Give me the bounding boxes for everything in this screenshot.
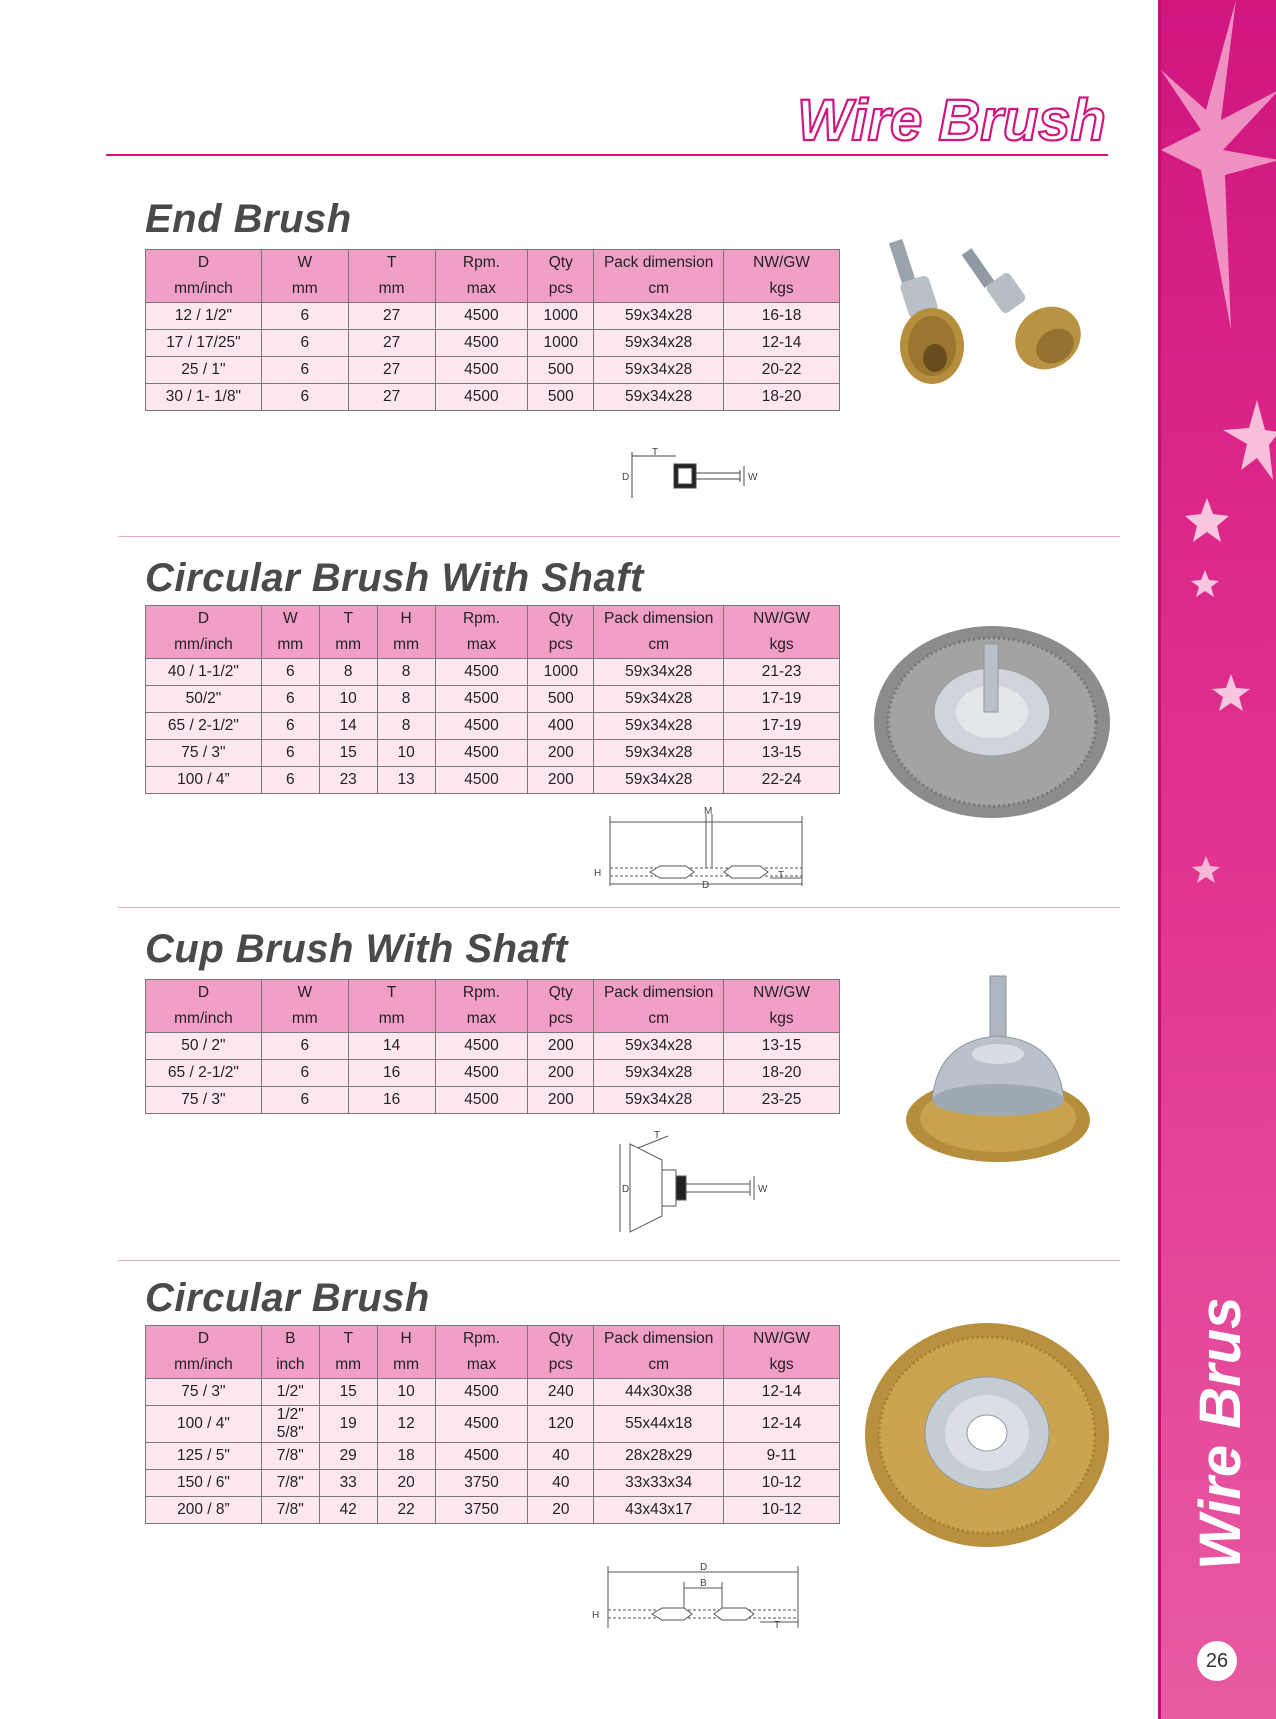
- table-row: [146, 1379, 840, 1406]
- table-cell: 59x34x28: [594, 1033, 724, 1060]
- circular-brush-photo: [862, 1320, 1112, 1550]
- table-row: [146, 1443, 840, 1470]
- table-row: [146, 767, 840, 794]
- side-title-text: Wire Brush: [1188, 1300, 1253, 1570]
- table-row: [146, 1060, 840, 1087]
- table-cell: 13-15: [724, 740, 840, 767]
- col-header: W: [261, 606, 319, 633]
- col-header: T: [319, 1326, 377, 1353]
- table-unit-row: [146, 1352, 840, 1379]
- table-cell: 200 / 8”: [146, 1497, 262, 1524]
- table-cell: 6: [261, 1060, 348, 1087]
- table-cell: 4500: [435, 1443, 528, 1470]
- table-cell: 6: [261, 713, 319, 740]
- circular-brush-dimension-diagram: [590, 1560, 805, 1630]
- table-cell: 125 / 5": [146, 1443, 262, 1470]
- table-cell: 3750: [435, 1497, 528, 1524]
- table-cell: 15: [319, 1379, 377, 1406]
- table-cell: 1000: [528, 330, 594, 357]
- col-header: D: [146, 250, 262, 277]
- table-cell: 12-14: [724, 330, 840, 357]
- diagram-label: W: [748, 472, 758, 483]
- table-cell: 13: [377, 767, 435, 794]
- table-cell: 29: [319, 1443, 377, 1470]
- col-unit: max: [435, 632, 528, 659]
- col-header: D: [146, 1326, 262, 1353]
- table-cell: 27: [348, 357, 435, 384]
- table-cell: 19: [319, 1406, 377, 1443]
- table-cell: 100 / 4”: [146, 767, 262, 794]
- table-cell: 200: [528, 1087, 594, 1114]
- col-unit: cm: [594, 632, 724, 659]
- col-header: W: [261, 250, 348, 277]
- section-title-circular-brush-with-shaft: Circular Brush With Shaft: [145, 556, 644, 600]
- table-cell: 6: [261, 686, 319, 713]
- table-cell: 18-20: [724, 1060, 840, 1087]
- diagram-label: T: [778, 870, 785, 881]
- table-cell: 6: [261, 330, 348, 357]
- diagram-label: H: [594, 868, 602, 879]
- col-unit: max: [435, 276, 528, 303]
- end-brush-spec-table: [145, 249, 840, 411]
- col-unit: mm: [377, 1352, 435, 1379]
- col-unit: kgs: [724, 632, 840, 659]
- table-cell: 33: [319, 1470, 377, 1497]
- table-cell: 10: [377, 740, 435, 767]
- table-unit-row: [146, 632, 840, 659]
- col-unit: mm: [348, 276, 435, 303]
- table-row: [146, 330, 840, 357]
- col-header: D: [146, 980, 262, 1007]
- table-cell: 6: [261, 303, 348, 330]
- table-cell: 18-20: [724, 384, 840, 411]
- table-cell: 40: [528, 1470, 594, 1497]
- diagram-label: D: [700, 1562, 708, 1573]
- col-unit: cm: [594, 1352, 724, 1379]
- section-title-end-brush: End Brush: [145, 197, 352, 241]
- col-header: NW/GW: [724, 1326, 840, 1353]
- table-cell: 65 / 2-1/2": [146, 713, 262, 740]
- table-cell: 7/8": [261, 1497, 319, 1524]
- table-row: [146, 384, 840, 411]
- table-cell: 7/8": [261, 1443, 319, 1470]
- col-header: NW/GW: [724, 250, 840, 277]
- col-unit: kgs: [724, 1006, 840, 1033]
- table-cell: 20-22: [724, 357, 840, 384]
- table-cell: 43x43x17: [594, 1497, 724, 1524]
- col-unit: cm: [594, 1006, 724, 1033]
- table-header-row: [146, 606, 840, 633]
- cup-brush-shaft-dimension-diagram: [608, 1126, 778, 1236]
- table-cell: 4500: [435, 384, 528, 411]
- end-brush-photo: [880, 228, 1130, 413]
- col-header: H: [377, 606, 435, 633]
- table-cell: 10: [319, 686, 377, 713]
- table-cell: 75 / 3": [146, 1087, 262, 1114]
- title-rule: [106, 154, 1108, 156]
- col-unit: pcs: [528, 276, 594, 303]
- side-title-graphic: [1160, 1300, 1272, 1590]
- circular-brush-shaft-spec-table: [145, 605, 840, 794]
- table-cell: 240: [528, 1379, 594, 1406]
- col-unit: pcs: [528, 1006, 594, 1033]
- table-row: [146, 1497, 840, 1524]
- table-cell: 17-19: [724, 713, 840, 740]
- table-cell: 100 / 4": [146, 1406, 262, 1443]
- table-cell: 16-18: [724, 303, 840, 330]
- col-header: B: [261, 1326, 319, 1353]
- table-cell: 59x34x28: [594, 713, 724, 740]
- table-row: [146, 357, 840, 384]
- table-row: [146, 303, 840, 330]
- table-cell: 8: [377, 713, 435, 740]
- side-title: [1160, 1300, 1272, 1590]
- table-cell: 150 / 6": [146, 1470, 262, 1497]
- diagram-label: T: [654, 1130, 661, 1141]
- table-cell: 8: [377, 686, 435, 713]
- table-cell: 1/2" 5/8": [261, 1406, 319, 1443]
- table-cell: 4500: [435, 1406, 528, 1443]
- table-cell: 23: [319, 767, 377, 794]
- table-cell: 17 / 17/25": [146, 330, 262, 357]
- col-header: T: [319, 606, 377, 633]
- col-header: D: [146, 606, 262, 633]
- table-header-row: [146, 1326, 840, 1353]
- table-cell: 75 / 3": [146, 1379, 262, 1406]
- col-unit: max: [435, 1006, 528, 1033]
- table-cell: 12 / 1/2": [146, 303, 262, 330]
- table-cell: 6: [261, 767, 319, 794]
- table-cell: 500: [528, 686, 594, 713]
- col-unit: mm: [261, 276, 348, 303]
- table-header-row: [146, 980, 840, 1007]
- table-cell: 8: [319, 659, 377, 686]
- col-header: Pack dimension: [594, 250, 724, 277]
- col-unit: mm: [377, 632, 435, 659]
- col-unit: mm/inch: [146, 632, 262, 659]
- table-cell: 1000: [528, 659, 594, 686]
- col-header: Rpm.: [435, 980, 528, 1007]
- col-header: Qty: [528, 250, 594, 277]
- page-title: [760, 78, 1110, 158]
- end-brush-dimension-diagram: [620, 446, 770, 504]
- page-title-text: Wire Brush: [797, 88, 1106, 153]
- col-unit: kgs: [724, 1352, 840, 1379]
- table-cell: 27: [348, 330, 435, 357]
- col-unit: max: [435, 1352, 528, 1379]
- table-cell: 4500: [435, 303, 528, 330]
- table-cell: 4500: [435, 1060, 528, 1087]
- col-unit: mm/inch: [146, 1006, 262, 1033]
- table-unit-row: [146, 1006, 840, 1033]
- section-divider: [118, 536, 1120, 537]
- page-number: 26: [1197, 1641, 1237, 1681]
- table-cell: 6: [261, 384, 348, 411]
- col-header: Pack dimension: [594, 606, 724, 633]
- section-title-cup-brush-with-shaft: Cup Brush With Shaft: [145, 927, 568, 971]
- col-header: Qty: [528, 1326, 594, 1353]
- col-header: NW/GW: [724, 606, 840, 633]
- table-cell: 65 / 2-1/2": [146, 1060, 262, 1087]
- col-unit: mm/inch: [146, 1352, 262, 1379]
- table-cell: 6: [261, 357, 348, 384]
- table-cell: 4500: [435, 740, 528, 767]
- table-cell: 12: [377, 1406, 435, 1443]
- table-cell: 200: [528, 1060, 594, 1087]
- table-cell: 10-12: [724, 1470, 840, 1497]
- table-row: [146, 1087, 840, 1114]
- table-cell: 27: [348, 384, 435, 411]
- table-unit-row: [146, 276, 840, 303]
- col-header: W: [261, 980, 348, 1007]
- col-header: H: [377, 1326, 435, 1353]
- col-unit: pcs: [528, 632, 594, 659]
- col-unit: mm: [348, 1006, 435, 1033]
- table-cell: 500: [528, 357, 594, 384]
- table-cell: 4500: [435, 357, 528, 384]
- col-header: Rpm.: [435, 1326, 528, 1353]
- diagram-label: W: [758, 1184, 768, 1195]
- table-cell: 16: [348, 1087, 435, 1114]
- col-unit: mm/inch: [146, 276, 262, 303]
- table-cell: 6: [261, 659, 319, 686]
- table-cell: 59x34x28: [594, 740, 724, 767]
- table-cell: 14: [319, 713, 377, 740]
- table-cell: 22-24: [724, 767, 840, 794]
- table-row: [146, 1406, 840, 1443]
- table-cell: 1000: [528, 303, 594, 330]
- table-cell: 44x30x38: [594, 1379, 724, 1406]
- table-cell: 12-14: [724, 1379, 840, 1406]
- table-cell: 33x33x34: [594, 1470, 724, 1497]
- table-cell: 200: [528, 767, 594, 794]
- table-cell: 4500: [435, 1379, 528, 1406]
- table-cell: 25 / 1": [146, 357, 262, 384]
- page-title-graphic: [760, 78, 1110, 158]
- table-cell: 59x34x28: [594, 303, 724, 330]
- table-cell: 15: [319, 740, 377, 767]
- table-cell: 7/8": [261, 1470, 319, 1497]
- table-cell: 3750: [435, 1470, 528, 1497]
- col-header: Pack dimension: [594, 980, 724, 1007]
- col-header: NW/GW: [724, 980, 840, 1007]
- cup-brush-shaft-spec-table: [145, 979, 840, 1114]
- table-cell: 12-14: [724, 1406, 840, 1443]
- table-cell: 17-19: [724, 686, 840, 713]
- col-header: Pack dimension: [594, 1326, 724, 1353]
- table-cell: 21-23: [724, 659, 840, 686]
- table-row: [146, 659, 840, 686]
- section-divider: [118, 907, 1120, 908]
- table-cell: 55x44x18: [594, 1406, 724, 1443]
- table-cell: 4500: [435, 1087, 528, 1114]
- table-cell: 10-12: [724, 1497, 840, 1524]
- table-cell: 40: [528, 1443, 594, 1470]
- table-cell: 20: [528, 1497, 594, 1524]
- table-cell: 4500: [435, 686, 528, 713]
- table-cell: 28x28x29: [594, 1443, 724, 1470]
- circular-brush-spec-table: [145, 1325, 840, 1524]
- table-cell: 50/2": [146, 686, 262, 713]
- section-title-circular-brush: Circular Brush: [145, 1276, 430, 1320]
- table-cell: 16: [348, 1060, 435, 1087]
- table-row: [146, 713, 840, 740]
- table-cell: 20: [377, 1470, 435, 1497]
- diagram-label: D: [622, 1184, 630, 1195]
- table-header-row: [146, 250, 840, 277]
- table-cell: 200: [528, 1033, 594, 1060]
- table-cell: 4500: [435, 767, 528, 794]
- col-unit: mm: [261, 632, 319, 659]
- circular-brush-with-shaft-photo: [870, 622, 1115, 822]
- table-cell: 4500: [435, 713, 528, 740]
- table-row: [146, 1033, 840, 1060]
- table-cell: 200: [528, 740, 594, 767]
- col-unit: kgs: [724, 276, 840, 303]
- table-cell: 59x34x28: [594, 330, 724, 357]
- table-cell: 120: [528, 1406, 594, 1443]
- col-header: Rpm.: [435, 606, 528, 633]
- col-header: T: [348, 250, 435, 277]
- table-row: [146, 1470, 840, 1497]
- diagram-label: D: [702, 880, 710, 890]
- table-cell: 1/2": [261, 1379, 319, 1406]
- col-unit: inch: [261, 1352, 319, 1379]
- table-cell: 42: [319, 1497, 377, 1524]
- table-cell: 4500: [435, 330, 528, 357]
- table-cell: 50 / 2": [146, 1033, 262, 1060]
- table-cell: 10: [377, 1379, 435, 1406]
- diagram-label: T: [652, 447, 659, 458]
- diagram-label: H: [592, 1610, 600, 1621]
- table-cell: 59x34x28: [594, 384, 724, 411]
- table-cell: 9-11: [724, 1443, 840, 1470]
- diagram-label: B: [700, 1578, 707, 1589]
- table-cell: 30 / 1- 1/8": [146, 384, 262, 411]
- table-cell: 59x34x28: [594, 686, 724, 713]
- col-header: Rpm.: [435, 250, 528, 277]
- section-divider: [118, 1260, 1120, 1261]
- col-unit: mm: [319, 632, 377, 659]
- table-cell: 59x34x28: [594, 767, 724, 794]
- diagram-label: T: [774, 1620, 781, 1630]
- table-cell: 6: [261, 1033, 348, 1060]
- table-cell: 400: [528, 713, 594, 740]
- table-cell: 18: [377, 1443, 435, 1470]
- col-unit: pcs: [528, 1352, 594, 1379]
- col-unit: cm: [594, 276, 724, 303]
- table-cell: 14: [348, 1033, 435, 1060]
- cup-brush-with-shaft-photo: [898, 970, 1098, 1170]
- table-cell: 40 / 1-1/2": [146, 659, 262, 686]
- table-cell: 59x34x28: [594, 1087, 724, 1114]
- table-cell: 6: [261, 740, 319, 767]
- col-header: T: [348, 980, 435, 1007]
- table-row: [146, 686, 840, 713]
- table-row: [146, 740, 840, 767]
- table-cell: 59x34x28: [594, 659, 724, 686]
- col-unit: mm: [261, 1006, 348, 1033]
- table-cell: 27: [348, 303, 435, 330]
- col-unit: mm: [319, 1352, 377, 1379]
- table-cell: 500: [528, 384, 594, 411]
- table-cell: 59x34x28: [594, 1060, 724, 1087]
- diagram-label: D: [622, 472, 630, 483]
- diagram-label: M: [704, 806, 713, 817]
- circular-brush-shaft-dimension-diagram: [590, 806, 805, 890]
- col-header: Qty: [528, 606, 594, 633]
- table-cell: 8: [377, 659, 435, 686]
- table-cell: 75 / 3": [146, 740, 262, 767]
- table-cell: 4500: [435, 1033, 528, 1060]
- table-cell: 23-25: [724, 1087, 840, 1114]
- col-header: Qty: [528, 980, 594, 1007]
- table-cell: 13-15: [724, 1033, 840, 1060]
- table-cell: 6: [261, 1087, 348, 1114]
- table-cell: 59x34x28: [594, 357, 724, 384]
- table-cell: 4500: [435, 659, 528, 686]
- table-cell: 22: [377, 1497, 435, 1524]
